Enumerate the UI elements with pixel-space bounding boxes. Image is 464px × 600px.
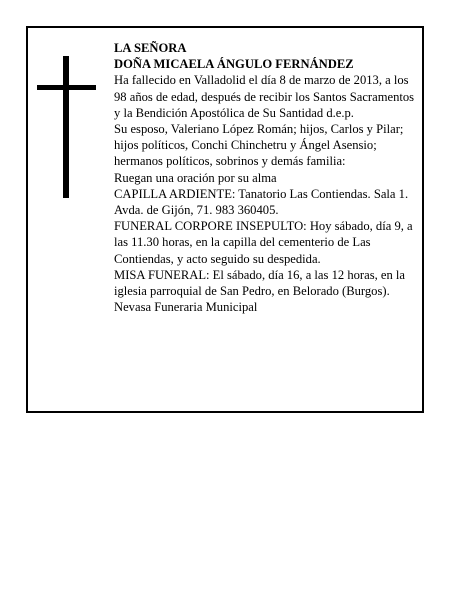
family-list: Su esposo, Valeriano López Román; hijos, Carlos y Pilar; hijos políticos, Conchi Chinchetru y Ángel Asensio; hermanos políticos, sobrinos y demás familia: <box>114 122 404 169</box>
funeral-info: FUNERAL CORPORE INSEPULTO: Hoy sábado, día 9, a las 11.30 horas, en la capilla del cementerio de Las Contiendas, y acto seguido su despedida. <box>114 219 413 266</box>
notice-title: LA SEÑORA <box>114 41 187 55</box>
obituary-notice <box>26 26 424 413</box>
funeral-home: Nevasa Funeraria Municipal <box>114 300 258 315</box>
chapel-info: CAPILLA ARDIENTE: Tanatorio Las Contiendas. Sala 1. Avda. de Gijón, 71. 983 360405. <box>114 186 409 218</box>
notice-text <box>114 40 420 315</box>
cross-horizontal-bar <box>37 85 96 90</box>
death-announcement: Ha fallecido en Valladolid el día 8 de marzo de 2013, a los 98 años de edad, después de recibir los Santos Sacramentos y la Bendición Apostólica de Su Santidad d.e.p. <box>114 73 415 120</box>
mass-info: MISA FUNERAL: El sábado, día 16, a las 12 horas, en la iglesia parroquial de San Pedro, en Belorado (Burgos). <box>114 267 406 299</box>
deceased-name: DOÑA MICAELA ÁNGULO FERNÁNDEZ <box>114 57 354 72</box>
cross-vertical-bar <box>63 56 69 198</box>
prayer-request: Ruegan una oración por su alma <box>114 170 277 185</box>
